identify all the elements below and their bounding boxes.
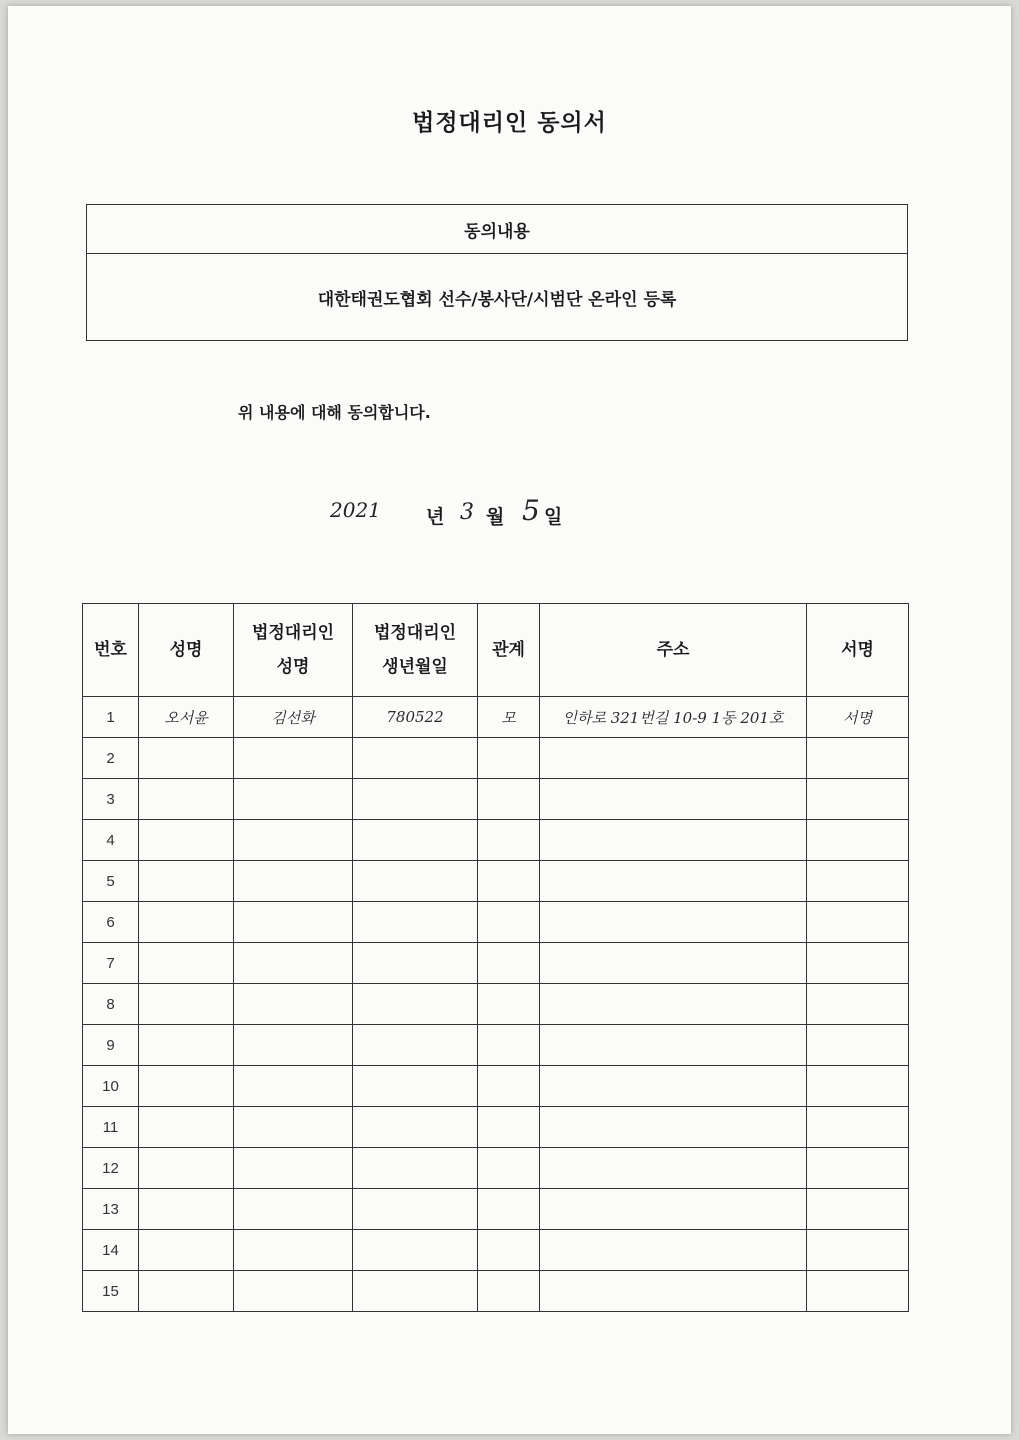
guardian-birth-cell [353, 902, 478, 943]
relation-cell [478, 1066, 540, 1107]
guardian-birth-cell [353, 779, 478, 820]
guardian-name-cell [234, 1271, 353, 1312]
signature-cell [807, 1271, 909, 1312]
row-number-cell: 14 [83, 1230, 139, 1271]
address-cell [540, 943, 807, 984]
guardian-name-cell [234, 738, 353, 779]
signature-cell [807, 779, 909, 820]
guardian-name-cell [234, 820, 353, 861]
relation-cell [478, 984, 540, 1025]
guardian-birth-cell [353, 1230, 478, 1271]
name-cell [139, 1066, 234, 1107]
relation-cell [478, 1107, 540, 1148]
relation-cell [478, 1148, 540, 1189]
row-number-cell: 6 [83, 902, 139, 943]
row-number-cell: 15 [83, 1271, 139, 1312]
address-cell [540, 779, 807, 820]
name-cell: 오서윤 [139, 697, 234, 738]
guardian-name-cell [234, 984, 353, 1025]
relation-cell [478, 738, 540, 779]
name-cell [139, 1025, 234, 1066]
row-number-cell: 8 [83, 984, 139, 1025]
table-row [83, 779, 909, 820]
guardian-birth-cell: 780522 [353, 697, 478, 738]
guardian-name-cell [234, 1189, 353, 1230]
header-guardian-birth [353, 604, 478, 697]
signature-cell [807, 1148, 909, 1189]
row-number-cell: 10 [83, 1066, 139, 1107]
relation-cell [478, 1025, 540, 1066]
address-cell [540, 902, 807, 943]
header-guardian-birth-line1: 법정대리인 [373, 623, 457, 643]
header-signature: 서명 [807, 604, 909, 697]
relation-cell [478, 820, 540, 861]
consent-body: 대한태권도협회 선수/봉사단/시범단 온라인 등록 [317, 289, 677, 310]
relation-cell [478, 902, 540, 943]
table-row [83, 1230, 909, 1271]
header-address: 주소 [540, 604, 807, 697]
consent-box [86, 204, 908, 341]
header-guardian-birth-line2: 생년월일 [382, 657, 448, 677]
roster-body [83, 697, 909, 1312]
signature-cell [807, 1066, 909, 1107]
address-cell [540, 861, 807, 902]
relation-cell [478, 1271, 540, 1312]
name-cell [139, 1271, 234, 1312]
name-cell [139, 1148, 234, 1189]
table-row [83, 984, 909, 1025]
month-label: 월 [486, 506, 505, 528]
name-cell [139, 738, 234, 779]
header-name: 성명 [139, 604, 234, 697]
row-number-cell: 9 [83, 1025, 139, 1066]
table-header-row [83, 604, 909, 697]
signature-cell [807, 902, 909, 943]
name-cell [139, 820, 234, 861]
guardian-birth-cell [353, 943, 478, 984]
header-guardian-name [234, 604, 353, 697]
guardian-name-cell [234, 1025, 353, 1066]
table-row [83, 738, 909, 779]
day-label: 일 [544, 506, 563, 528]
table-row [83, 820, 909, 861]
date-row [0, 496, 1019, 536]
name-cell [139, 861, 234, 902]
guardian-birth-cell [353, 1271, 478, 1312]
agree-statement: 위 내용에 대해 동의합니다. [238, 403, 431, 422]
signature-cell [807, 1189, 909, 1230]
guardian-birth-cell [353, 1107, 478, 1148]
guardian-name-cell [234, 1107, 353, 1148]
signature-cell [807, 861, 909, 902]
address-cell [540, 1025, 807, 1066]
date-year: 2021 [330, 498, 381, 522]
guardian-name-cell [234, 1148, 353, 1189]
table-row [83, 1148, 909, 1189]
signature-cell [807, 943, 909, 984]
signature-cell [807, 1107, 909, 1148]
roster-table [82, 603, 909, 1312]
row-number-cell: 11 [83, 1107, 139, 1148]
name-cell [139, 984, 234, 1025]
address-cell [540, 1148, 807, 1189]
relation-cell: 모 [478, 697, 540, 738]
guardian-birth-cell [353, 1148, 478, 1189]
signature-cell [807, 738, 909, 779]
row-number-cell: 5 [83, 861, 139, 902]
table-row [83, 1025, 909, 1066]
name-cell [139, 1107, 234, 1148]
address-cell [540, 1107, 807, 1148]
page-title: 법정대리인 동의서 [412, 110, 607, 136]
header-guardian-name-line1: 법정대리인 [251, 623, 335, 643]
table-row [83, 1189, 909, 1230]
address-cell [540, 1271, 807, 1312]
row-number-cell: 2 [83, 738, 139, 779]
signature-cell: 서명 [807, 697, 909, 738]
relation-cell [478, 1230, 540, 1271]
guardian-name-cell [234, 779, 353, 820]
guardian-birth-cell [353, 820, 478, 861]
address-cell [540, 984, 807, 1025]
header-guardian-name-line2: 성명 [276, 657, 310, 677]
year-label: 년 [426, 506, 445, 528]
guardian-name-cell [234, 1066, 353, 1107]
row-number-cell: 3 [83, 779, 139, 820]
signature-cell [807, 1230, 909, 1271]
table-row [83, 861, 909, 902]
address-cell [540, 1189, 807, 1230]
row-number-cell: 1 [83, 697, 139, 738]
guardian-birth-cell [353, 861, 478, 902]
guardian-name-cell [234, 861, 353, 902]
guardian-birth-cell [353, 984, 478, 1025]
name-cell [139, 1230, 234, 1271]
name-cell [139, 902, 234, 943]
guardian-birth-cell [353, 1189, 478, 1230]
guardian-birth-cell [353, 1025, 478, 1066]
address-cell [540, 1230, 807, 1271]
guardian-birth-cell [353, 1066, 478, 1107]
relation-cell [478, 1189, 540, 1230]
name-cell [139, 943, 234, 984]
row-number-cell: 12 [83, 1148, 139, 1189]
relation-cell [478, 943, 540, 984]
header-relation: 관계 [478, 604, 540, 697]
guardian-birth-cell [353, 738, 478, 779]
row-number-cell: 7 [83, 943, 139, 984]
table-row [83, 943, 909, 984]
table-row [83, 902, 909, 943]
consent-header: 동의내용 [87, 205, 907, 254]
signature-cell [807, 1025, 909, 1066]
relation-cell [478, 861, 540, 902]
table-row [83, 1066, 909, 1107]
name-cell [139, 779, 234, 820]
date-month: 3 [460, 500, 474, 525]
address-cell [540, 738, 807, 779]
row-number-cell: 13 [83, 1189, 139, 1230]
table-row [83, 1271, 909, 1312]
relation-cell [478, 779, 540, 820]
address-cell [540, 1066, 807, 1107]
guardian-name-cell [234, 1230, 353, 1271]
header-number: 번호 [83, 604, 139, 697]
row-number-cell: 4 [83, 820, 139, 861]
address-cell: 인하로 321번길 10-9 1동 201호 [540, 697, 807, 738]
name-cell [139, 1189, 234, 1230]
address-cell [540, 820, 807, 861]
guardian-name-cell [234, 943, 353, 984]
guardian-name-cell [234, 902, 353, 943]
guardian-name-cell: 김선화 [234, 697, 353, 738]
signature-cell [807, 820, 909, 861]
signature-cell [807, 984, 909, 1025]
table-row [83, 1107, 909, 1148]
table-row [83, 697, 909, 738]
date-day: 5 [522, 494, 540, 527]
